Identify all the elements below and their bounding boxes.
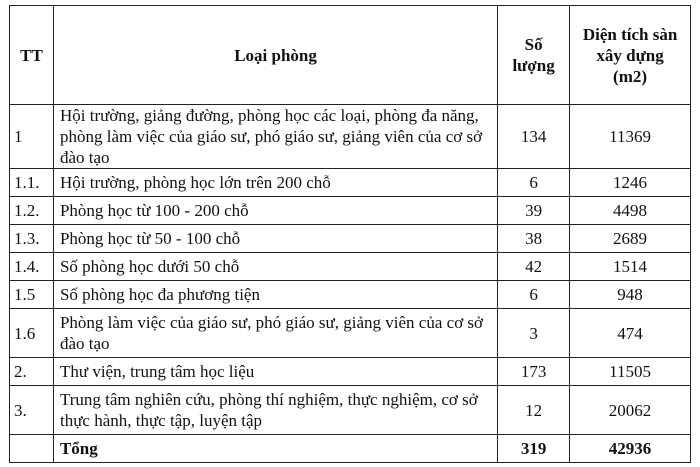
row-room-type: Phòng học từ 50 - 100 chỗ [53,225,497,253]
row-room-type: Số phòng học dưới 50 chỗ [53,253,497,281]
total-label: Tổng [53,435,497,463]
room-statistics-table [9,5,691,463]
table-row [10,253,691,281]
row-count: 173 [498,358,570,386]
row-count: 6 [498,281,570,309]
row-count: 38 [498,225,570,253]
row-area: 11369 [570,105,691,169]
row-room-type: Phòng học từ 100 - 200 chỗ [53,197,497,225]
row-count: 6 [498,169,570,197]
header-count: Số lượng [498,6,570,105]
row-room-type: Hội trường, phòng học lớn trên 200 chỗ [53,169,497,197]
row-area: 474 [570,309,691,358]
table-row [10,105,691,169]
row-room-type: Hội trường, giảng đường, phòng học các loại, phòng đa năng, phòng làm việc của giáo sư, phó giáo sư, giảng viên của cơ sở đào tạo [53,105,497,169]
table-row [10,225,691,253]
table-row [10,169,691,197]
table-row [10,281,691,309]
row-tt: 1.4. [10,253,54,281]
row-count: 39 [498,197,570,225]
row-area: 948 [570,281,691,309]
header-area: Diện tích sàn xây dựng (m2) [570,6,691,105]
row-count: 12 [498,386,570,435]
header-tt: TT [10,6,54,105]
row-count: 42 [498,253,570,281]
row-tt: 1.1. [10,169,54,197]
total-count: 319 [498,435,570,463]
total-row [10,435,691,463]
table-row [10,386,691,435]
row-tt: 1.6 [10,309,54,358]
row-room-type: Thư viện, trung tâm học liệu [53,358,497,386]
row-tt: 1.5 [10,281,54,309]
row-count: 3 [498,309,570,358]
header-row [10,6,691,105]
total-area: 42936 [570,435,691,463]
row-tt: 3. [10,386,54,435]
table-row [10,197,691,225]
row-tt: 1.2. [10,197,54,225]
table-row [10,358,691,386]
row-area: 2689 [570,225,691,253]
row-room-type: Trung tâm nghiên cứu, phòng thí nghiệm, thực nghiệm, cơ sở thực hành, thực tập, luyện tập [53,386,497,435]
row-area: 20062 [570,386,691,435]
row-room-type: Phòng làm việc của giáo sư, phó giáo sư, giảng viên của cơ sở đào tạo [53,309,497,358]
row-tt: 1 [10,105,54,169]
header-room-type: Loại phòng [53,6,497,105]
row-room-type: Số phòng học đa phương tiện [53,281,497,309]
row-area: 4498 [570,197,691,225]
row-count: 134 [498,105,570,169]
row-area: 1246 [570,169,691,197]
table-row [10,309,691,358]
row-area: 11505 [570,358,691,386]
row-tt: 1.3. [10,225,54,253]
row-area: 1514 [570,253,691,281]
row-tt: 2. [10,358,54,386]
